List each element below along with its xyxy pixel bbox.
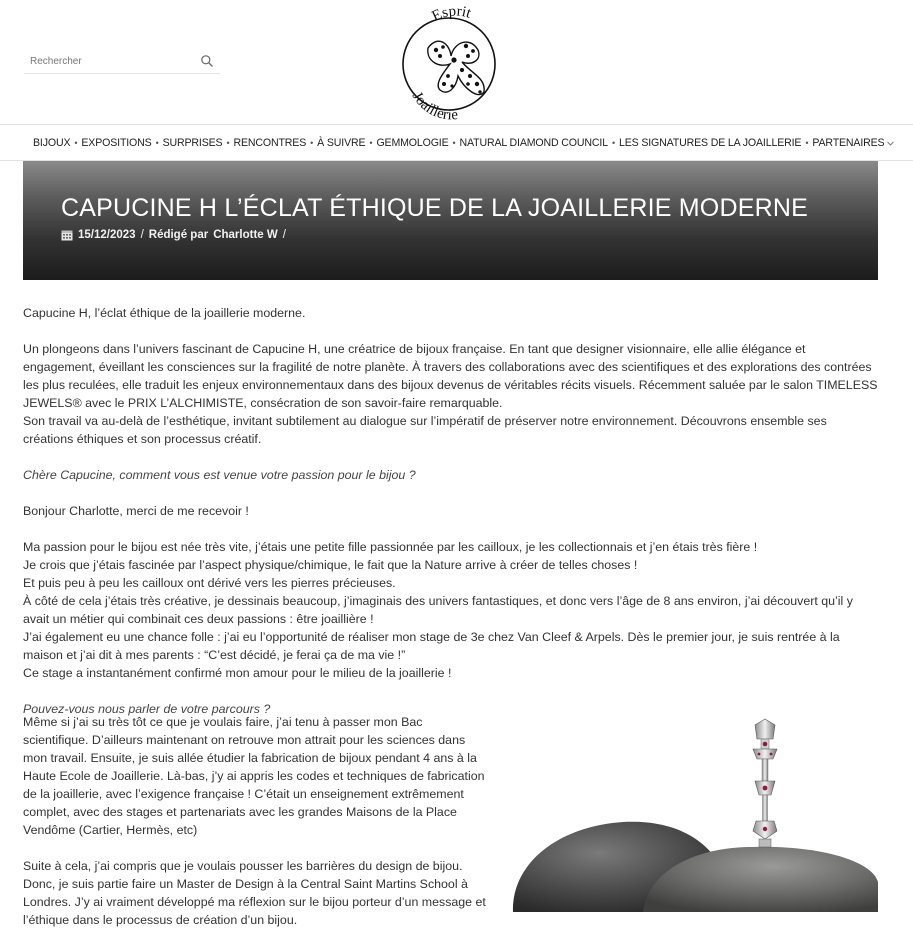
article-body [23,304,878,736]
author-prefix: Rédigé par [148,229,209,241]
search-icon[interactable] [200,54,214,68]
paragraph: Même si j’ai su très tôt ce que je voulais faire, j’ai tenu à passer mon Bac scientifique. D’ailleurs maintenant on retrouve mon attrait pour les sciences dans mon travail. Ensuite, je suis allée étudier la fabrication de bijoux pendant 4 ans à la Haute Ecole de Joaillerie. Là-bas, j’y ai appris les codes et techniques de fabrication de la joaillerie, avec l’exigence française ! C’était un enseignement extrêmement complet, avec des stages et partenariats avec les grandes Maisons de la Place Vendôme (Cartier, Hermès, etc) [23,715,485,837]
logo-text-top: Esprit [429,4,473,25]
search-box[interactable] [24,50,220,74]
nav-item-gemmologie[interactable]: GEMMOLOGIE • [376,136,456,149]
jewel-piece [753,719,777,847]
nav-item-rencontres[interactable]: RENCONTRES • [233,136,314,149]
meta-separator: / [140,229,144,241]
interview-question: Chère Capucine, comment vous est venue votre passion pour le bijou ? [23,468,416,482]
article-meta [61,229,286,241]
paragraph [23,340,878,448]
paragraph: Bonjour Charlotte, merci de me recevoir ! [23,504,249,518]
article-title: CAPUCINE H L’ÉCLAT ÉTHIQUE DE LA JOAILLERIE MODERNE [61,194,808,222]
paragraph-text: Je crois que j’étais fascinée par l’aspect physique/chimique, le fait que la Nature arrive à créer de telles choses ! [23,558,638,572]
paragraph-text: Un plongeons dans l’univers fascinant de Capucine H, une créatrice de bijoux française. En tant que designer visionnaire, elle allie élégance et engagement, éveillant les consciences sur la fragilité de notre planète. À travers des collaborations avec des scientifiques et des explorations des contrées les plus reculées, elle traduit les enjeux environnementaux dans des bijoux devenus de véritables récits visuels. Récemment saluée par le salon TIMELESS JEWELS® avec le PRIX L’ALCHIMISTE, consécration de son savoir-faire remarquable. [23,342,878,410]
logo-text-bottom: Joaillerie [408,89,459,120]
article-hero [23,161,878,280]
nav-item-natural-diamond-council[interactable]: NATURAL DIAMOND COUNCIL • [459,136,615,149]
nav-item-bijoux[interactable]: BIJOUX • [33,136,78,149]
paragraph: Capucine H, l’éclat éthique de la joaillerie moderne. [23,306,306,320]
paragraph-text: Son travail va au-delà de l’esthétique, invitant subtilement au dialogue sur l’impératif de préserver notre environnement. Découvrons ensemble ses créations éthiques et son processus créatif. [23,414,827,446]
nav-item-surprises[interactable]: SURPRISES • [162,136,230,149]
nav-item-expositions[interactable]: EXPOSITIONS • [81,136,159,149]
nav-item-signatures[interactable]: LES SIGNATURES DE LA JOAILLERIE • [618,136,809,149]
paragraph-text: Et puis peu à peu les cailloux ont dérivé vers les pierres précieuses. [23,576,396,590]
paragraph-text: Ce stage a instantanément confirmé mon amour pour le milieu de la joaillerie ! [23,666,452,680]
paragraph-text: J’ai également eu une chance folle : j’ai eu l’opportunité de réaliser mon stage de 3e chez Van Cleef & Arpels. Dès le premier jour, je suis rentrée à la maison et j’ai dit à mes parents : “C’est décidé, je ferai ça de ma vie !” [23,630,840,662]
article-body-narrow [23,713,491,947]
site-logo[interactable] [398,4,504,120]
nav-item-a-suivre[interactable]: À SUIVRE • [317,136,373,149]
paragraph: Suite à cela, j’ai compris que je voulais pousser les barrières du design de bijou. Donc, je suis partie faire un Master de Design à la Central Saint Martins School à Londres. J’y ai vraiment développé ma réflexion sur le bijou porteur d’un message et l’éthique dans le processus de création d’un bijou. [23,859,486,927]
calendar-icon [61,229,73,241]
article-date: 15/12/2023 [78,229,136,241]
interview-question: Pouvez-vous nous parler de votre parcours ? [23,702,271,716]
article-author[interactable]: Charlotte W [213,229,278,241]
nav-item-partenaires[interactable]: PARTENAIRES [812,137,894,149]
jewelry-photo [493,697,878,912]
paragraph-text: À côté de cela j’étais très créative, je dessinais beaucoup, j’imaginais des univers fantastiques, et donc vers l’âge de 8 ans environ, j’ai découvert qu’il y avait un métier qui combinait ces deux passions : être joaillière ! [23,594,853,626]
paragraph [23,538,878,682]
meta-separator: / [282,229,286,241]
chevron-down-icon [887,141,894,146]
svg-text:Joaillerie [409,89,459,120]
site-header [0,0,913,124]
paragraph-text: Ma passion pour le bijou est née très vite, j’étais une petite fille passionnée par les cailloux, je les collectionnais et j’en étais très fière ! [23,540,758,554]
main-navigation [0,124,913,161]
search-input[interactable] [24,50,194,72]
